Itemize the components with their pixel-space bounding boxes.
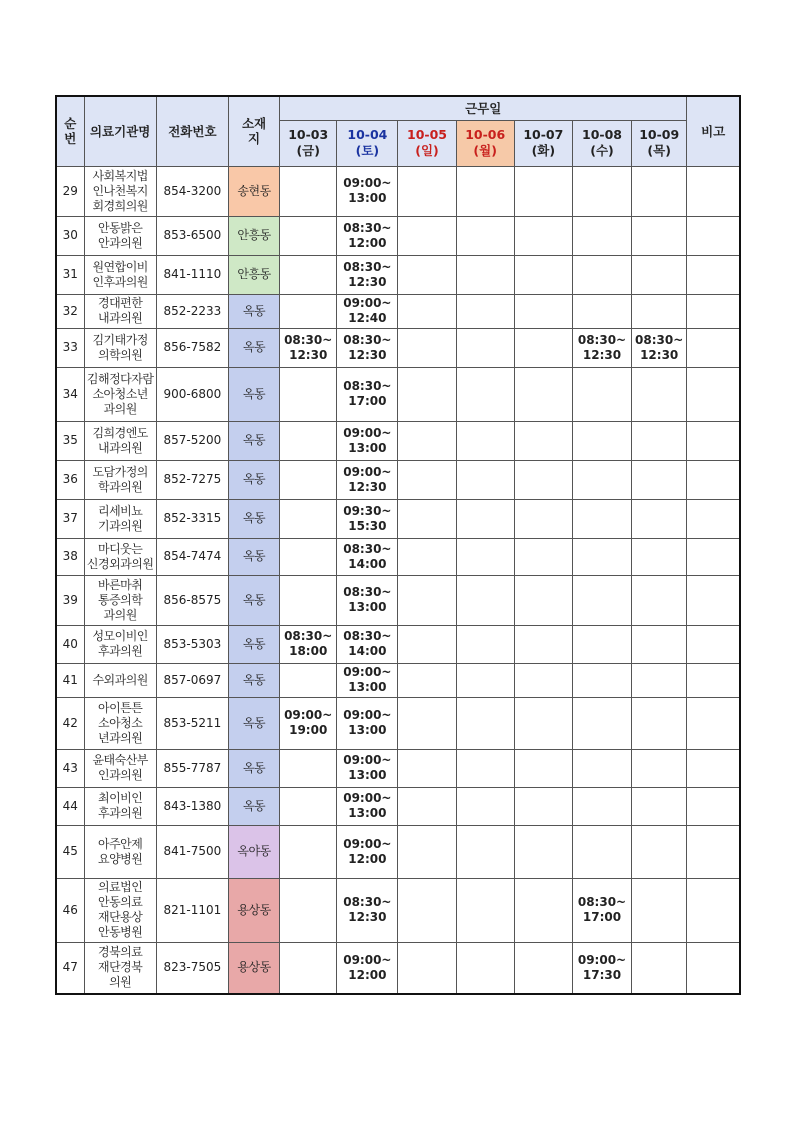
hours-cell: 09:00~ 13:00: [337, 421, 398, 460]
hours-cell: [456, 749, 514, 787]
hours-cell: [398, 216, 456, 255]
location-badge: 옥동: [228, 787, 279, 825]
phone-number: 852-7275: [156, 460, 228, 499]
hours-cell: [280, 460, 337, 499]
hours-cell: [280, 942, 337, 994]
location-badge: 옥동: [228, 328, 279, 367]
date-label: 10-09: [639, 127, 680, 142]
table-row: [56, 294, 740, 328]
location-badge: 옥동: [228, 749, 279, 787]
remark-cell: [687, 499, 740, 538]
date-header-10-05: [398, 120, 456, 166]
hours-cell: 08:30~ 13:00: [337, 575, 398, 625]
hours-cell: [280, 749, 337, 787]
institution-name: 수외과의원: [84, 663, 156, 697]
phone-number: 857-0697: [156, 663, 228, 697]
hours-cell: 08:30~ 12:30: [337, 878, 398, 942]
hours-cell: [280, 255, 337, 294]
location-badge: 옥동: [228, 663, 279, 697]
institution-name: 안동밝은 안과의원: [84, 216, 156, 255]
hours-cell: 08:30~ 12:00: [337, 216, 398, 255]
remark-cell: [687, 749, 740, 787]
row-number: 46: [56, 878, 84, 942]
weekday-label: (토): [355, 143, 380, 158]
phone-number: 841-7500: [156, 825, 228, 878]
location-badge: 옥동: [228, 625, 279, 663]
institution-name: 윤태숙산부 인과의원: [84, 749, 156, 787]
hours-cell: [398, 367, 456, 421]
institution-name: 김기태가정 의학의원: [84, 328, 156, 367]
row-number: 42: [56, 697, 84, 749]
hours-cell: [398, 294, 456, 328]
hours-cell: [514, 216, 572, 255]
institution-name: 최이비인 후과의원: [84, 787, 156, 825]
date-label: 10-08: [582, 127, 622, 142]
location-badge: 옥동: [228, 367, 279, 421]
remark-cell: [687, 825, 740, 878]
hours-cell: [572, 216, 631, 255]
date-label: 10-03: [288, 127, 329, 142]
weekday-label: (수): [590, 143, 614, 158]
hours-cell: [514, 749, 572, 787]
hours-cell: [398, 575, 456, 625]
row-number: 31: [56, 255, 84, 294]
table-row: [56, 166, 740, 216]
hours-cell: 08:30~ 12:30: [337, 255, 398, 294]
hours-cell: [280, 421, 337, 460]
hours-cell: [632, 787, 687, 825]
institution-name: 아주안제 요양병원: [84, 825, 156, 878]
date-label: 10-06: [465, 127, 506, 142]
hours-cell: [632, 255, 687, 294]
row-number: 44: [56, 787, 84, 825]
hours-cell: [456, 697, 514, 749]
remark-cell: [687, 216, 740, 255]
hours-cell: [280, 538, 337, 575]
hours-cell: [572, 697, 631, 749]
institution-name: 마디웃는 신경외과의원: [84, 538, 156, 575]
hours-cell: [632, 460, 687, 499]
row-number: 39: [56, 575, 84, 625]
hours-cell: [514, 367, 572, 421]
hours-cell: [514, 942, 572, 994]
hours-cell: [514, 787, 572, 825]
location-badge: 옥동: [228, 460, 279, 499]
table-row: [56, 460, 740, 499]
header-workdays: 근무일: [280, 96, 687, 120]
hours-cell: [280, 294, 337, 328]
table-row: [56, 499, 740, 538]
hours-cell: [632, 663, 687, 697]
phone-number: 854-7474: [156, 538, 228, 575]
row-number: 45: [56, 825, 84, 878]
hours-cell: [572, 749, 631, 787]
hours-cell: [514, 663, 572, 697]
hours-cell: 08:30~ 17:00: [337, 367, 398, 421]
hours-cell: [572, 625, 631, 663]
phone-number: 821-1101: [156, 878, 228, 942]
hours-cell: [456, 328, 514, 367]
hours-cell: 08:30~ 12:30: [632, 328, 687, 367]
location-badge: 안흥동: [228, 216, 279, 255]
remark-cell: [687, 538, 740, 575]
remark-cell: [687, 166, 740, 216]
header-no: 순 번: [56, 96, 84, 166]
hours-cell: 08:30~ 12:30: [280, 328, 337, 367]
hours-cell: [280, 216, 337, 255]
hours-cell: [456, 460, 514, 499]
table-row: [56, 538, 740, 575]
hours-cell: [456, 942, 514, 994]
hours-cell: [456, 367, 514, 421]
hours-cell: [514, 328, 572, 367]
weekday-label: (월): [473, 143, 497, 158]
hours-cell: [572, 787, 631, 825]
institution-name: 성모이비인 후과의원: [84, 625, 156, 663]
pharmacy-schedule-table: [55, 95, 741, 995]
phone-number: 900-6800: [156, 367, 228, 421]
date-header-10-06: [456, 120, 514, 166]
remark-cell: [687, 328, 740, 367]
date-label: 10-04: [347, 127, 388, 142]
hours-cell: [572, 166, 631, 216]
hours-cell: [398, 697, 456, 749]
hours-cell: 09:00~ 13:00: [337, 749, 398, 787]
phone-number: 857-5200: [156, 421, 228, 460]
hours-cell: [632, 294, 687, 328]
date-header-10-03: [280, 120, 337, 166]
institution-name: 도담가정의 학과의원: [84, 460, 156, 499]
institution-name: 경대편한 내과의원: [84, 294, 156, 328]
hours-cell: [632, 216, 687, 255]
row-number: 37: [56, 499, 84, 538]
row-number: 32: [56, 294, 84, 328]
remark-cell: [687, 575, 740, 625]
row-number: 33: [56, 328, 84, 367]
location-badge: 용상동: [228, 942, 279, 994]
hours-cell: 09:00~ 17:30: [572, 942, 631, 994]
phone-number: 852-2233: [156, 294, 228, 328]
weekday-label: (화): [531, 143, 556, 158]
hours-cell: 08:30~ 18:00: [280, 625, 337, 663]
hours-cell: [514, 878, 572, 942]
hours-cell: 09:00~ 13:00: [337, 787, 398, 825]
phone-number: 823-7505: [156, 942, 228, 994]
hours-cell: [514, 575, 572, 625]
phone-number: 853-6500: [156, 216, 228, 255]
hours-cell: [632, 697, 687, 749]
hours-cell: [456, 499, 514, 538]
phone-number: 856-8575: [156, 575, 228, 625]
remark-cell: [687, 625, 740, 663]
hours-cell: 08:30~ 14:00: [337, 538, 398, 575]
hours-cell: [456, 255, 514, 294]
location-badge: 용상동: [228, 878, 279, 942]
hours-cell: [280, 825, 337, 878]
hours-cell: [632, 499, 687, 538]
row-number: 38: [56, 538, 84, 575]
date-label: 10-07: [523, 127, 564, 142]
hours-cell: [572, 460, 631, 499]
hours-cell: 09:00~ 12:30: [337, 460, 398, 499]
table-row: [56, 328, 740, 367]
remark-cell: [687, 697, 740, 749]
phone-number: 854-3200: [156, 166, 228, 216]
remark-cell: [687, 663, 740, 697]
hours-cell: [632, 166, 687, 216]
hours-cell: [632, 878, 687, 942]
row-number: 34: [56, 367, 84, 421]
hours-cell: [398, 942, 456, 994]
hours-cell: [398, 255, 456, 294]
date-header-10-09: [632, 120, 687, 166]
hours-cell: [572, 663, 631, 697]
hours-cell: [398, 625, 456, 663]
location-badge: 옥동: [228, 697, 279, 749]
phone-number: 855-7787: [156, 749, 228, 787]
hours-cell: [572, 499, 631, 538]
hours-cell: 09:00~ 12:40: [337, 294, 398, 328]
row-number: 29: [56, 166, 84, 216]
hours-cell: [514, 460, 572, 499]
table-row: [56, 255, 740, 294]
hours-cell: 09:00~ 12:00: [337, 942, 398, 994]
hours-cell: [280, 499, 337, 538]
date-label: 10-05: [407, 127, 448, 142]
header-phone: 전화번호: [156, 96, 228, 166]
hours-cell: [632, 367, 687, 421]
table-row: [56, 787, 740, 825]
remark-cell: [687, 878, 740, 942]
hours-cell: [456, 216, 514, 255]
hours-cell: 09:00~ 19:00: [280, 697, 337, 749]
hours-cell: [456, 825, 514, 878]
hours-cell: [456, 166, 514, 216]
hours-cell: 09:00~ 12:00: [337, 825, 398, 878]
hours-cell: [398, 663, 456, 697]
hours-cell: [398, 421, 456, 460]
institution-name: 사회복지법 인나천복지 회경희의원: [84, 166, 156, 216]
date-header-10-07: [514, 120, 572, 166]
hours-cell: [280, 787, 337, 825]
row-number: 41: [56, 663, 84, 697]
hours-cell: [514, 294, 572, 328]
table-row: [56, 663, 740, 697]
hours-cell: [398, 538, 456, 575]
location-badge: 옥야동: [228, 825, 279, 878]
phone-number: 852-3315: [156, 499, 228, 538]
date-header-10-08: [572, 120, 631, 166]
hours-cell: [398, 749, 456, 787]
table-row: [56, 942, 740, 994]
hours-cell: [572, 421, 631, 460]
row-number: 35: [56, 421, 84, 460]
table-row: [56, 749, 740, 787]
institution-name: 경북의료 재단경북 의원: [84, 942, 156, 994]
row-number: 36: [56, 460, 84, 499]
hours-cell: [632, 942, 687, 994]
institution-name: 김희경엔도 내과의원: [84, 421, 156, 460]
table-row: [56, 697, 740, 749]
hours-cell: 09:00~ 13:00: [337, 663, 398, 697]
hours-cell: [572, 367, 631, 421]
hours-cell: [456, 878, 514, 942]
institution-name: 김해정다자람 소아청소년 과의원: [84, 367, 156, 421]
header-remarks: 비고: [687, 96, 740, 166]
hours-cell: [632, 625, 687, 663]
hours-cell: [632, 538, 687, 575]
institution-name: 의료법인 안동의료 재단용상 안동병원: [84, 878, 156, 942]
hours-cell: [398, 166, 456, 216]
hours-cell: [280, 367, 337, 421]
hours-cell: [572, 575, 631, 625]
location-badge: 송현동: [228, 166, 279, 216]
hours-cell: [456, 625, 514, 663]
weekday-label: (목): [647, 143, 671, 158]
hours-cell: [398, 460, 456, 499]
weekday-label: (금): [296, 143, 320, 158]
header-location: 소재 지: [228, 96, 279, 166]
location-badge: 옥동: [228, 575, 279, 625]
hours-cell: 08:30~ 12:30: [337, 328, 398, 367]
hours-cell: [514, 697, 572, 749]
institution-name: 바른마취 통증의학 과의원: [84, 575, 156, 625]
row-number: 30: [56, 216, 84, 255]
hours-cell: [456, 787, 514, 825]
institution-name: 원연합이비 인후과의원: [84, 255, 156, 294]
hours-cell: 09:00~ 13:00: [337, 166, 398, 216]
phone-number: 841-1110: [156, 255, 228, 294]
hours-cell: [456, 421, 514, 460]
hours-cell: [632, 825, 687, 878]
table-row: [56, 421, 740, 460]
hours-cell: [632, 749, 687, 787]
hours-cell: 08:30~ 14:00: [337, 625, 398, 663]
header-institution: 의료기관명: [84, 96, 156, 166]
row-number: 43: [56, 749, 84, 787]
hours-cell: [398, 825, 456, 878]
hours-cell: [514, 625, 572, 663]
hours-cell: [280, 166, 337, 216]
hours-cell: [632, 421, 687, 460]
hours-cell: 09:00~ 13:00: [337, 697, 398, 749]
table-row: [56, 825, 740, 878]
hours-cell: [514, 166, 572, 216]
hours-cell: [632, 575, 687, 625]
hours-cell: [572, 825, 631, 878]
hours-cell: [280, 575, 337, 625]
hours-cell: [280, 663, 337, 697]
remark-cell: [687, 787, 740, 825]
hours-cell: [398, 328, 456, 367]
location-badge: 옥동: [228, 421, 279, 460]
location-badge: 안흥동: [228, 255, 279, 294]
table-row: [56, 625, 740, 663]
hours-cell: [514, 825, 572, 878]
hours-cell: [456, 663, 514, 697]
hours-cell: [514, 255, 572, 294]
date-header-10-04: [337, 120, 398, 166]
hours-cell: [456, 575, 514, 625]
hours-cell: [280, 878, 337, 942]
remark-cell: [687, 460, 740, 499]
hours-cell: [572, 255, 631, 294]
location-badge: 옥동: [228, 294, 279, 328]
hours-cell: [514, 421, 572, 460]
hours-cell: [398, 878, 456, 942]
hours-cell: [572, 538, 631, 575]
location-badge: 옥동: [228, 538, 279, 575]
table-row: [56, 216, 740, 255]
remark-cell: [687, 255, 740, 294]
hours-cell: [514, 538, 572, 575]
hours-cell: [456, 294, 514, 328]
phone-number: 853-5211: [156, 697, 228, 749]
hours-cell: 08:30~ 12:30: [572, 328, 631, 367]
table-row: [56, 878, 740, 942]
hours-cell: 08:30~ 17:00: [572, 878, 631, 942]
hours-cell: [398, 787, 456, 825]
hours-cell: [572, 294, 631, 328]
remark-cell: [687, 294, 740, 328]
hours-cell: [456, 538, 514, 575]
remark-cell: [687, 367, 740, 421]
institution-name: 리세비뇨 기과의원: [84, 499, 156, 538]
phone-number: 853-5303: [156, 625, 228, 663]
phone-number: 856-7582: [156, 328, 228, 367]
remark-cell: [687, 942, 740, 994]
row-number: 47: [56, 942, 84, 994]
row-number: 40: [56, 625, 84, 663]
hours-cell: [514, 499, 572, 538]
weekday-label: (일): [415, 143, 439, 158]
table-row: [56, 367, 740, 421]
institution-name: 아이튼튼 소아청소 년과의원: [84, 697, 156, 749]
hours-cell: 09:30~ 15:30: [337, 499, 398, 538]
hours-cell: [398, 499, 456, 538]
remark-cell: [687, 421, 740, 460]
location-badge: 옥동: [228, 499, 279, 538]
phone-number: 843-1380: [156, 787, 228, 825]
table-row: [56, 575, 740, 625]
